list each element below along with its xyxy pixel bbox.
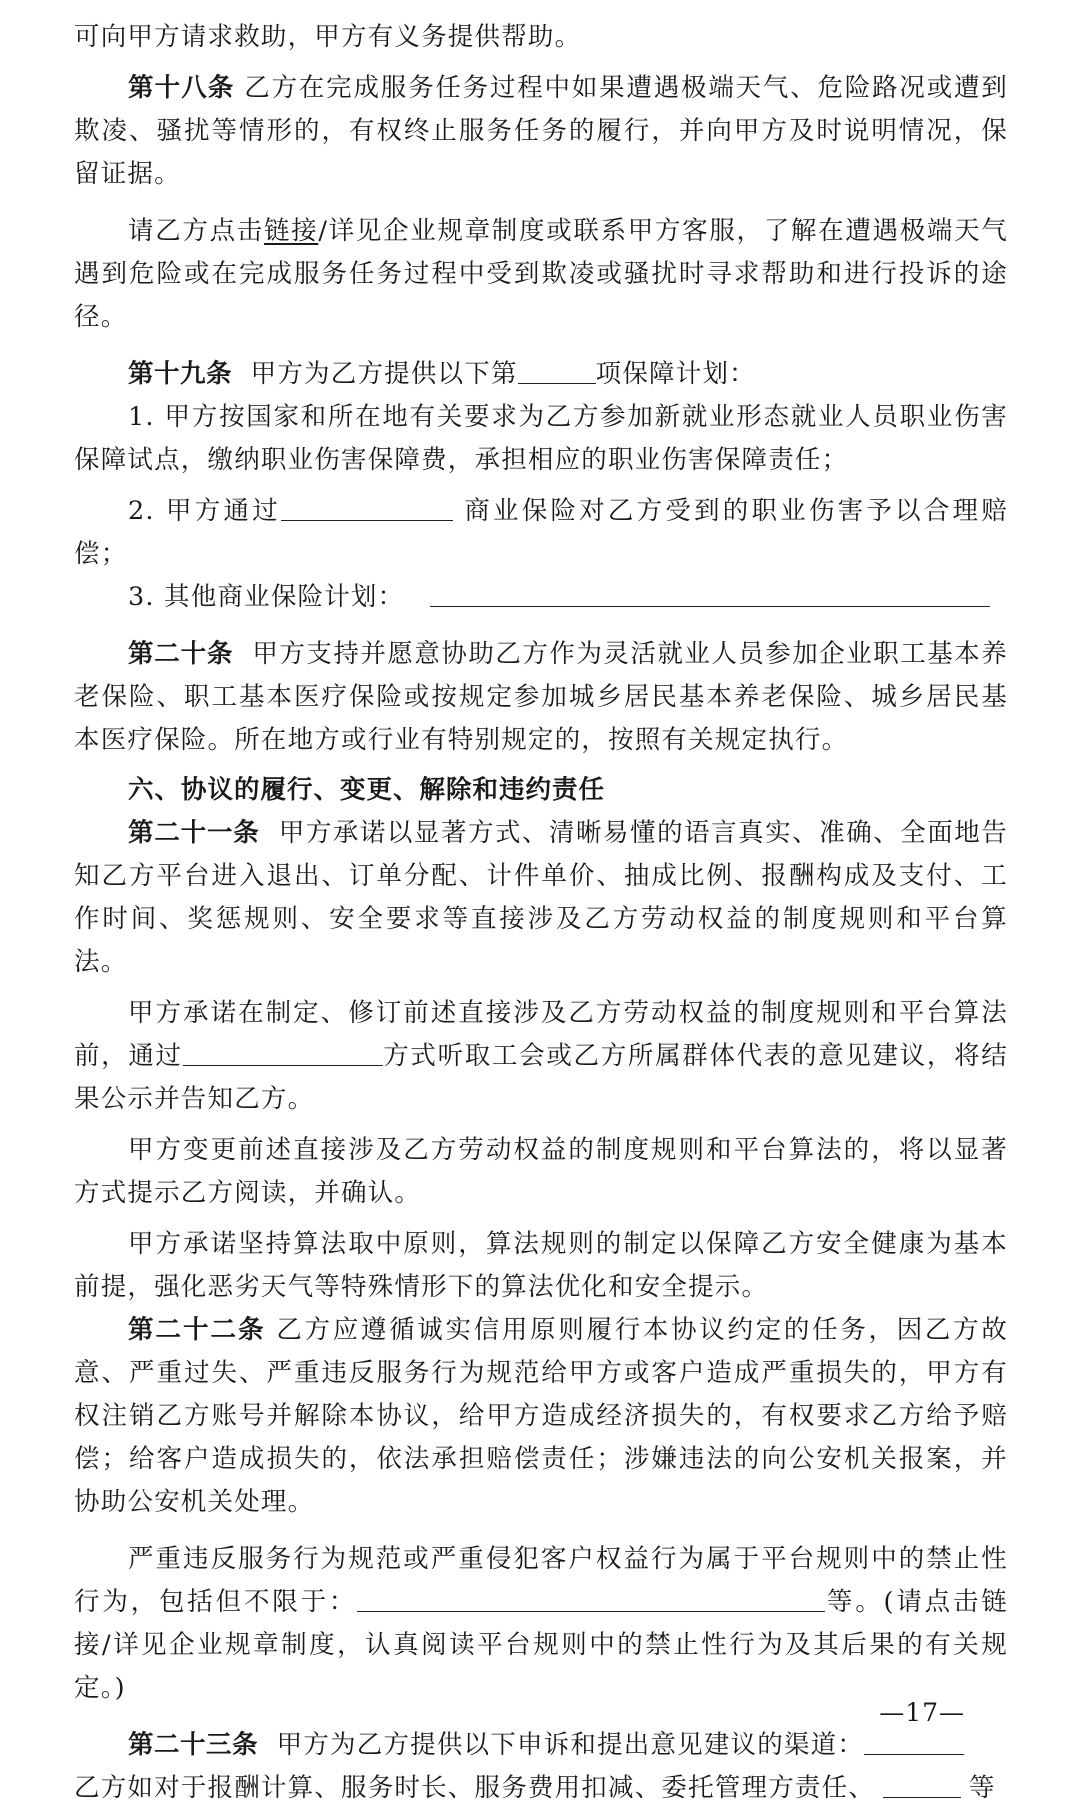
consultation-paragraph: 甲方承诺在制定、修订前述直接涉及乙方劳动权益的制度规则和平台算法前，通过 方式听取工会或乙方所属群体代表的意见建议，将结果公示并告知乙方。 bbox=[74, 998, 1008, 1114]
page-number: —17— bbox=[879, 1698, 965, 1727]
article-19-item-3: 3. 其他商业保险计划： bbox=[74, 576, 1008, 619]
prohibited-behavior-paragraph: 严重违反服务行为规范或严重侵犯客户权益行为属于平台规则中的禁止性行为，包括但不限于： 等。(请点击链接/详见企业规章制度，认真阅读平台规则中的禁止性行为及其后果的有关规定。) bbox=[74, 1544, 1008, 1703]
algorithm-paragraph: 甲方承诺坚持算法取中原则，算法规则的制定以保障乙方安全健康为基本前提，强化恶劣天气等特殊情形下的算法优化和安全提示。 bbox=[74, 1229, 1008, 1302]
section-6-heading: 六、协议的履行、变更、解除和违约责任 bbox=[128, 775, 606, 805]
plan-number-blank[interactable] bbox=[518, 357, 596, 384]
insurance-name-blank[interactable] bbox=[281, 494, 453, 521]
prohibited-behavior-blank[interactable] bbox=[357, 1585, 825, 1612]
paragraph-continuation: 可向甲方请求救助，甲方有义务提供帮助。 bbox=[74, 22, 582, 52]
article-23-title: 第二十三条 bbox=[128, 1730, 259, 1760]
article-20: 第二十条 甲方支持并愿意协助乙方作为灵活就业人员参加企业职工基本养老保险、职工基本医疗保险或按规定参加城乡居民基本养老保险、城乡居民基本医疗保险。所在地方或行业有特别规定的，按照有关规定执行。 bbox=[74, 639, 1008, 755]
help-link[interactable]: 链接 bbox=[263, 216, 319, 246]
article-19-item-1: 1. 甲方按国家和所在地有关要求为乙方参加新就业形态就业人员职业伤害保障试点，缴纳职业伤害保障费，承担相应的职业伤害保障责任； bbox=[74, 402, 1008, 475]
article-18-title: 第十八条 bbox=[128, 73, 235, 103]
article-20-title: 第二十条 bbox=[128, 639, 234, 669]
article-21-title: 第二十一条 bbox=[128, 818, 260, 848]
appeal-items-blank[interactable] bbox=[883, 1771, 961, 1798]
appeal-paragraph: 乙方如对于报酬计算、服务时长、服务费用扣减、委托管理方责任、 等 bbox=[74, 1773, 996, 1803]
appeal-channel-blank[interactable] bbox=[864, 1728, 964, 1755]
article-18: 第十八条 乙方在完成服务任务过程中如果遭遇极端天气、危险路况或遭到欺凌、骚扰等情形的，有权终止服务任务的履行，并向甲方及时说明情况，保留证据。 bbox=[74, 73, 1008, 189]
help-paragraph: 请乙方点击链接/详见企业规章制度或联系甲方客服，了解在遭遇极端天气遇到危险或在完成服务任务过程中受到欺凌或骚扰时寻求帮助和进行投诉的途径。 bbox=[74, 216, 1008, 332]
article-19: 第十九条 甲方为乙方提供以下第 项保障计划： bbox=[128, 359, 756, 389]
other-insurance-blank[interactable] bbox=[430, 580, 990, 607]
change-notice-paragraph: 甲方变更前述直接涉及乙方劳动权益的制度规则和平台算法的，将以显著方式提示乙方阅读，并确认。 bbox=[74, 1135, 1008, 1208]
article-22-title: 第二十二条 bbox=[128, 1315, 266, 1345]
article-19-title: 第十九条 bbox=[128, 359, 233, 389]
article-19-item-2: 2. 甲方通过 商业保险对乙方受到的职业伤害予以合理赔偿； bbox=[74, 496, 1008, 569]
article-22: 第二十二条 乙方应遵循诚实信用原则履行本协议约定的任务，因乙方故意、严重过失、严重违反服务行为规范给甲方或客户造成严重损失的，甲方有权注销乙方账号并解除本协议，给甲方造成经济损失的，有权要求乙方给予赔偿；给客户造成损失的，依法承担赔偿责任；涉嫌违法的向公安机关报案，并协助公安机关处理。 bbox=[74, 1315, 1008, 1517]
article-21: 第二十一条 甲方承诺以显著方式、清晰易懂的语言真实、准确、全面地告知乙方平台进入退出、订单分配、计件单价、抽成比例、报酬构成及支付、工作时间、奖惩规则、安全要求等直接涉及乙方劳动权益的制度规则和平台算法。 bbox=[74, 818, 1008, 977]
article-23: 第二十三条 甲方为乙方提供以下申诉和提出意见建议的渠道： bbox=[74, 1724, 1008, 1767]
consultation-method-blank[interactable] bbox=[183, 1039, 383, 1066]
